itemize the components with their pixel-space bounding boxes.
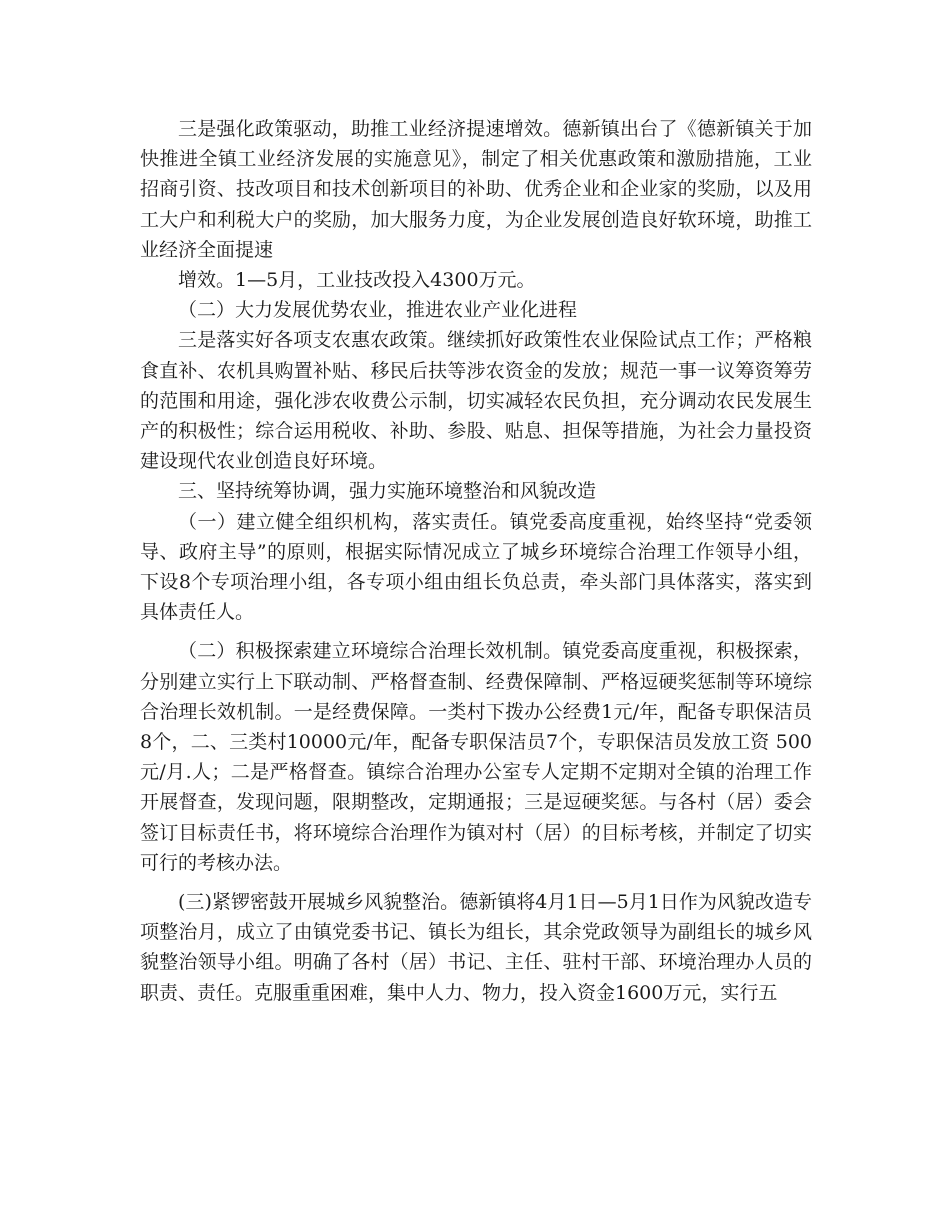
paragraph-industry-policy: 三是强化政策驱动，助推工业经济提速增效。德新镇出台了《德新镇关于加快推进全镇工业经济发展的实施意见》，制定了相关优惠政策和激励措施，工业招商引资、技改项目和技术创新项目的补助、优秀企业和企业家的奖励，以及用工大户和利税大户的奖励，加大服务力度，为企业发展创造良好软环境，助推工业经济全面提速 bbox=[140, 118, 812, 261]
section-heading-agriculture: （二）大力发展优势农业，推进农业产业化进程 bbox=[178, 299, 578, 322]
paragraph-rural-style: (三)紧锣密鼓开展城乡风貌整治。德新镇将4月1日—5月1日作为风貌改造专项整治月，成立了由镇党委书记、镇长为组长，其余党政领导为副组长的城乡风貌整治领导小组。明确了各村（居）书记、主任、驻村干部、环境治理办人员的职责、责任。克服重重困难，集中人力、物力，投入资金1600万元，实行五 bbox=[140, 891, 812, 1004]
paragraph-industry-investment: 增效。1—5月，工业技改投入4300万元。 bbox=[178, 269, 536, 292]
paragraph-mechanism: （二）积极探索建立环境综合治理长效机制。镇党委高度重视，积极探索，分别建立实行上下联动制、严格督查制、经费保障制、严格逗硬奖惩制等环境综合治理长效机制。一是经费保障。一类村下拨办公经费1元/年，配备专职保洁员8个，二、三类村10000元/年，配备专职保洁员7个，专职保洁员发放工资 500元/月.人；二是严格督查。镇综合治理办公室专人定期不定期对全镇的治理工作开展督查，发现问题，限期整改，定期通报；三是逗硬奖惩。与各村（居）委会签订目标责任书，将环境综合治理作为镇对村（居）的目标考核，并制定了切实可行的考核办法。 bbox=[140, 640, 812, 874]
section-heading-environment: 三、坚持统筹协调，强力实施环境整治和风貌改造 bbox=[178, 480, 597, 503]
paragraph-organization: （一）建立健全组织机构，落实责任。镇党委高度重视，始终坚持“党委领导、政府主导”的原则，根据实际情况成立了城乡环境综合治理工作领导小组，下设8个专项治理小组，各专项小组由组长负总责，牵头部门具体落实，落实到具体责任人。 bbox=[140, 510, 812, 624]
paragraph-agriculture-policy: 三是落实好各项支农惠农政策。继续抓好政策性农业保险试点工作；严格粮食直补、农机具购置补贴、移民后扶等涉农资金的发放；规范一事一议筹资筹劳的范围和用途，强化涉农收费公示制，切实减轻农民负担，充分调动农民发展生产的积极性；综合运用税收、补助、参股、贴息、担保等措施，为社会力量投资建设现代农业创造良好环境。 bbox=[140, 329, 812, 473]
document-body bbox=[140, 114, 812, 1008]
